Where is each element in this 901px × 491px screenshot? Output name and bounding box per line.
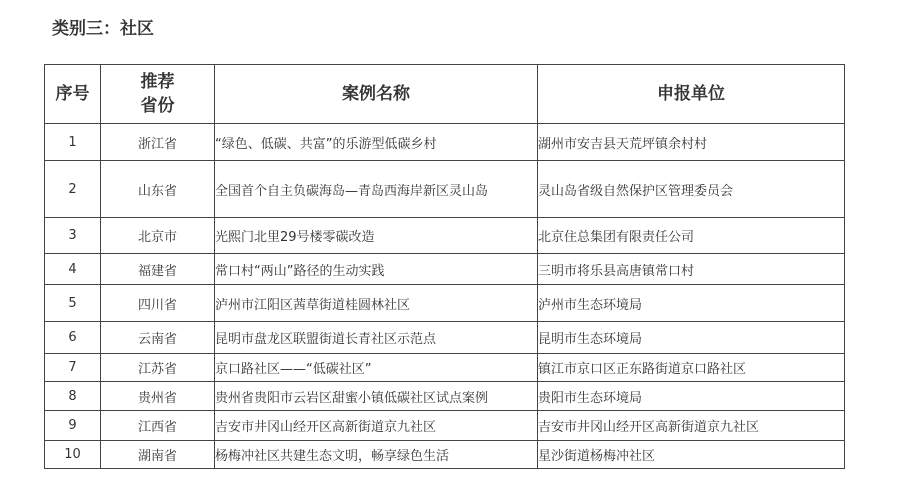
row-num: 9 [45,411,101,441]
row-province: 江西省 [101,411,215,441]
row-case-name: 泸州市江阳区茜草街道桂圆林社区 [215,285,538,322]
row-unit: 贵阳市生态环境局 [538,382,845,411]
header-unit: 申报单位 [538,65,845,124]
row-province: 北京市 [101,218,215,254]
row-province: 湖南省 [101,441,215,469]
table-row [45,322,845,354]
table-row [45,382,845,411]
row-case-name: 吉安市井冈山经开区高新街道京九社区 [215,411,538,441]
row-case-name: “绿色、低碳、共富”的乐游型低碳乡村 [215,124,538,161]
row-unit: 星沙街道杨梅冲社区 [538,441,845,469]
row-province: 福建省 [101,254,215,285]
row-case-name: 常口村“两山”路径的生动实践 [215,254,538,285]
table-row [45,411,845,441]
row-case-name: 京口路社区——“低碳社区” [215,354,538,382]
case-table [44,64,845,469]
row-unit: 三明市将乐县高唐镇常口村 [538,254,845,285]
row-unit: 泸州市生态环境局 [538,285,845,322]
row-case-name: 昆明市盘龙区联盟街道长青社区示范点 [215,322,538,354]
row-num: 4 [45,254,101,285]
row-province: 贵州省 [101,382,215,411]
row-num: 2 [45,161,101,218]
row-unit: 湖州市安吉县天荒坪镇余村村 [538,124,845,161]
row-num: 5 [45,285,101,322]
table-row [45,441,845,469]
row-case-name: 贵州省贵阳市云岩区甜蜜小镇低碳社区试点案例 [215,382,538,411]
row-num: 7 [45,354,101,382]
header-num: 序号 [45,65,101,124]
header-name: 案例名称 [215,65,538,124]
row-unit: 北京住总集团有限责任公司 [538,218,845,254]
row-num: 10 [45,441,101,469]
row-province: 浙江省 [101,124,215,161]
table-row [45,285,845,322]
row-province: 云南省 [101,322,215,354]
row-province: 山东省 [101,161,215,218]
table-row [45,218,845,254]
row-unit: 昆明市生态环境局 [538,322,845,354]
row-case-name: 光熙门北里29号楼零碳改造 [215,218,538,254]
row-unit: 吉安市井冈山经开区高新街道京九社区 [538,411,845,441]
table-row [45,161,845,218]
table-header-row [45,65,845,124]
row-province: 四川省 [101,285,215,322]
row-num: 6 [45,322,101,354]
section-title: 类别三：社区 [52,19,154,39]
row-unit: 灵山岛省级自然保护区管理委员会 [538,161,845,218]
header-province: 推荐 省份 [101,65,215,124]
row-num: 1 [45,124,101,161]
row-case-name: 全国首个自主负碳海岛—青岛西海岸新区灵山岛 [215,161,538,218]
row-unit: 镇江市京口区正东路街道京口路社区 [538,354,845,382]
row-case-name: 杨梅冲社区共建生态文明，畅享绿色生活 [215,441,538,469]
table-row [45,124,845,161]
row-num: 8 [45,382,101,411]
table-row [45,354,845,382]
row-num: 3 [45,218,101,254]
row-province: 江苏省 [101,354,215,382]
table-row [45,254,845,285]
